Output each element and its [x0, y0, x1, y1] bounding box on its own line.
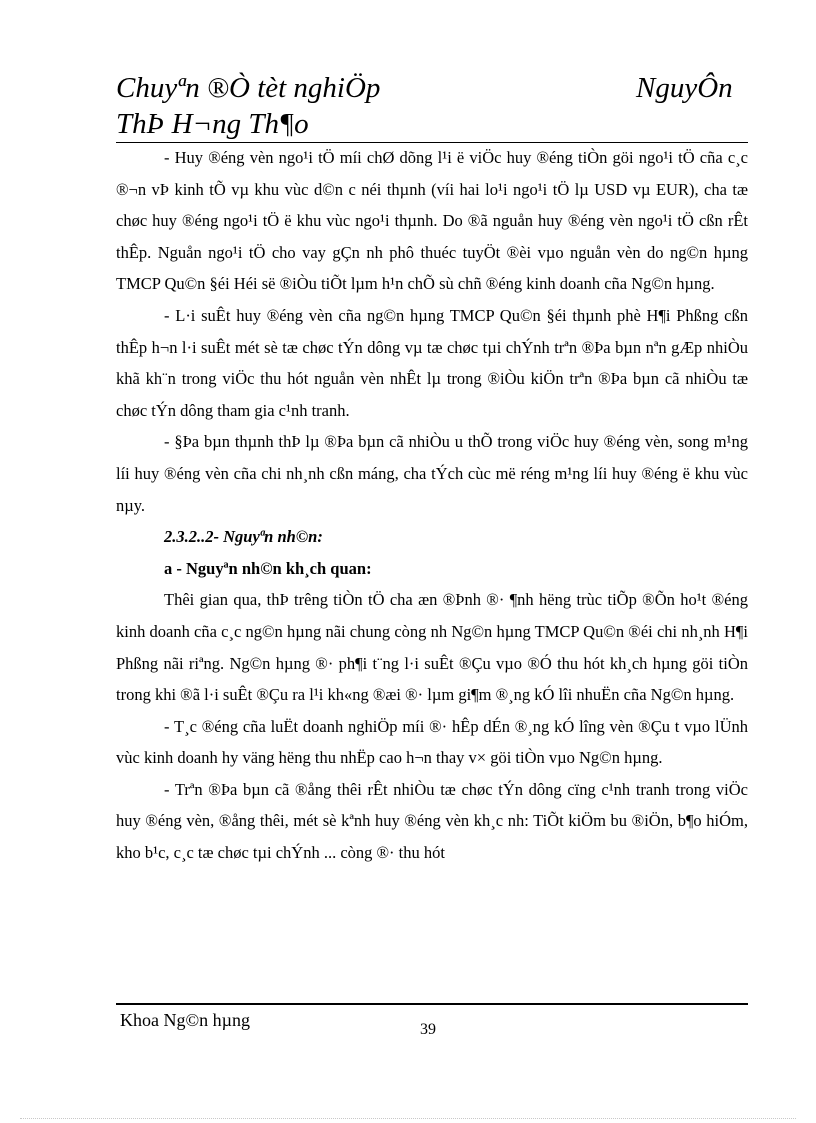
footer-divider: [116, 1003, 748, 1005]
paragraph: Thêi gian qua, thÞ trêng tiÒn tÖ cha æn ®Þnh ®· ¶nh hëng trùc tiÕp ®Õn ho¹t ®éng kinh doanh cña c¸c ng©n hµng nãi chung còng nh Ng©n hµng TMCP Qu©n ®éi chi nh¸nh H¶i Phßng nãi riªng. Ng©n hµng ®· ph¶i t¨ng l·i suÊt ®Çu vµo ®Ó thu hót kh¸ch hµng göi tiÒn trong khi ®ã l·i suÊt ®Çu ra l¹i kh«ng ®æi ®· lµm gi¶m ®¸ng kÓ lîi nhuËn cña Ng©n hµng.: [116, 590, 748, 705]
paragraph: - Trªn ®Þa bµn cã ®ång thêi rÊt nhiÒu tæ chøc tÝn dông cïng c¹nh tranh trong viÖc huy ®éng vèn, ®ång thêi, mét sè kªnh huy ®éng vèn kh¸c nh: TiÕt kiÖm bu ®iÖn, b¶o hiÓm, kho b¹c, c¸c tæ chøc tµi chÝnh ... còng ®· thu hót: [116, 779, 748, 863]
paragraph: - §Þa bµn thµnh thÞ lµ ®Þa bµn cã nhiÒu u thÕ trong viÖc huy ®éng vèn, song m¹ng líi huy ®éng vèn cña chi nh¸nh cßn máng, cha tÝch cùc më réng m¹ng líi huy ®éng ë khu vùc nµy.: [116, 432, 748, 515]
paragraph: - Huy ®éng vèn ngo¹i tÖ míi chØ dõng l¹i ë viÖc huy ®éng tiÒn göi ngo¹i tÖ cña c¸c ®¬n vÞ kinh tÕ vµ khu vùc d©n c néi thµnh (víi hai lo¹i ngo¹i tÖ lµ USD vµ EUR), cha tæ chøc huy ®éng ngo¹i tÖ ë khu vùc ngo¹i thµnh. Do ®ã nguån huy ®éng vèn ngo¹i tÖ cßn rÊt thÊp. Nguån ngo¹i tÖ cho vay gÇn nh phô thuéc tuyÖt ®èi vµo nguån vèn do ng©n hµng TMCP Qu©n §éi Héi së ®iÒu tiÕt lµm h¹n chÕ sù chñ ®éng kinh doanh cña Ng©n hµng.: [116, 148, 748, 294]
running-header: [116, 70, 616, 142]
header-author-name: NguyÔn: [636, 72, 733, 104]
section-heading: 2.3.2..2- Nguyªn nh©n:: [164, 527, 323, 547]
paragraph: - L·i suÊt huy ®éng vèn cña ng©n hµng TMCP Qu©n §éi thµnh phè H¶i Phßng cßn thÊp h¬n l·i suÊt mét sè tæ chøc tÝn dông vµ tæ chøc tµi chÝnh trªn ®Þa bµn nªn gÆp nhiÒu khã kh¨n trong viÖc thu hót nguån vèn nhÊt lµ trong ®iÒu kiÖn trªn ®Þa bµn cã nhiÒu tæ chøc tÝn dông tham gia c¹nh tranh.: [116, 305, 748, 420]
header-author-continuation: ThÞ H¬ng Th¶o: [116, 108, 309, 140]
page-number: 39: [420, 1021, 436, 1038]
paragraph: - T¸c ®éng cña luËt doanh nghiÖp míi ®· hÊp dÉn ®¸ng kÓ lîng vèn ®Çu t vµo lÜnh vùc kinh doanh hy väng hëng thu nhËp cao h¬n thay v× göi tiÒn vµo Ng©n hµng.: [116, 716, 748, 768]
header-title: Chuyªn ®Ò tèt nghiÖp: [116, 72, 381, 104]
body-text: [116, 142, 748, 869]
page-edge-divider: [20, 1118, 796, 1119]
footer-faculty: Khoa Ng©n hµng: [120, 1010, 251, 1030]
subsection-heading: a - Nguyªn nh©n kh¸ch quan:: [164, 558, 372, 578]
